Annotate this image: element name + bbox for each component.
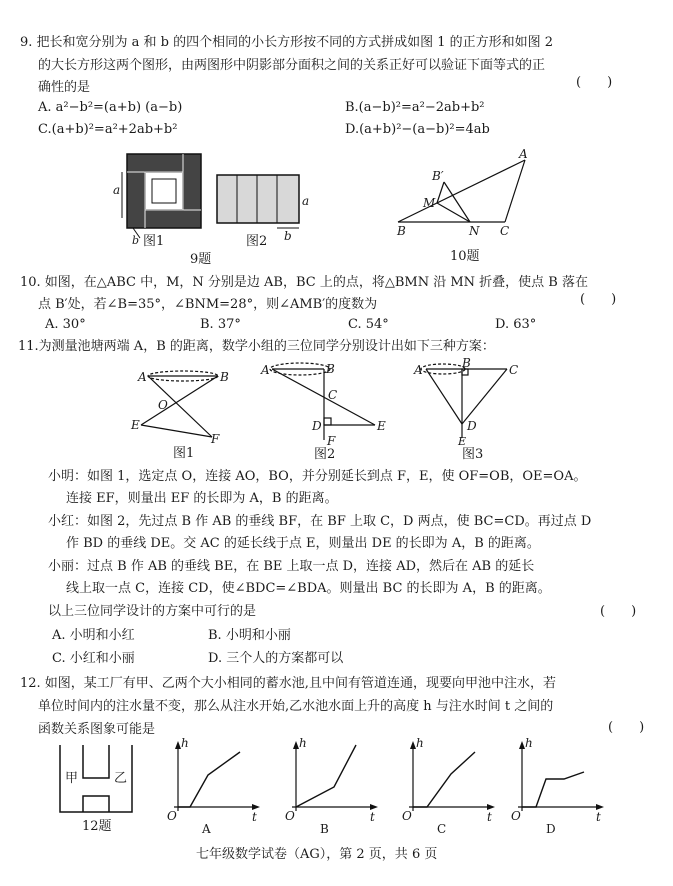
origin-label: O [167,809,177,823]
q10-label-c: C [500,224,510,238]
axis-label-t: t [252,810,257,824]
q11-answer-bracket: ( ) [600,604,637,619]
q11-f2-d: D [312,419,322,433]
origin-label: O [402,809,412,823]
q9-label-a1: a [113,183,121,197]
page-footer: 七年级数学试卷（AG），第 2 页，共 6 页 [196,847,438,862]
q11-f3-caption: 图3 [462,447,484,462]
q9-label-b: b [284,229,292,243]
graph-option-label: A [202,822,211,836]
q11-f2-c: C [328,388,338,402]
q11-f3-a: A [414,363,423,377]
graph-line [522,772,584,807]
q11-f2-caption: 图2 [314,447,336,462]
q11-f1-a: A [138,370,147,384]
q11-xiaoming-2: 连接 EF，则量出 EF 的长即为 A，B 的距离。 [66,491,338,506]
graph-option-label: D [546,822,556,836]
svg-text:b: b [132,234,140,247]
q9-fig2-caption: 图2 [246,234,268,249]
q10-label-m: M [423,196,436,210]
q10-label-b: B [397,224,406,238]
axis-label-t: t [596,810,601,824]
graph-line [296,745,356,807]
axis-label-h: h [525,736,533,750]
q11-f1-f: F [211,432,220,446]
q9-answer-bracket: ( ) [576,75,613,90]
q11-f3-e: E [458,435,467,448]
q9-option-a: A. a²−b²=(a+b) (a−b) [38,100,183,115]
q11-xiaoli-2: 线上取一点 C，连接 CD，使∠BDC=∠BDA。则量出 BC 的长即为 A，B 的距离。 [66,581,551,596]
q11-line-1: 11.为测量池塘两端 A，B 的距离，数学小组的三位同学分别设计出如下三种方案： [18,339,495,354]
q12-line-1: 12. 如图，某工厂有甲、乙两个大小相同的蓄水池,且中间有管道连通，现要向甲池中注水，若 [20,676,556,691]
q12-graph-option-4 [511,736,604,836]
q9-line-2: 的大长方形这两个图形，由两图形中阴影部分面积之间的关系正好可以验证下面等式的正 [38,58,546,73]
graph-option-label: C [437,822,447,836]
q11-option-d: D. 三个人的方案都可以 [208,651,344,666]
q9-line-1: 9. 把长和宽分别为 a 和 b 的四个相同的小长方形按不同的方式拼成如图 1 的正方形和如图 2 [20,35,554,50]
graph-line [178,752,240,807]
q9-line-3: 确性的是 [38,80,91,95]
q11-f2-b: B [326,362,335,376]
q12-answer-bracket: ( ) [608,720,645,735]
q9-fig1-caption: 图1 [143,234,165,249]
axis-label-t: t [370,810,375,824]
q10-option-c: C. 54° [348,317,389,332]
q10-label-b-prime: B′ [432,169,444,183]
q11-question: 以上三位同学设计的方案中可行的是 [48,604,257,619]
q9-label-a2: a [302,194,310,208]
q11-xiaoli-1: 小丽：过点 B 作 AB 的垂线 BE，在 BE 上取一点 D，连接 AD，然后在 AB 的延长 [48,559,535,574]
q12-graph-option-2 [285,736,378,836]
q11-f1-b: B [220,370,229,384]
q11-f1-e: E [131,418,140,432]
q11-f3-b: B [462,356,471,370]
q11-f1-o: O [158,398,168,412]
q10-caption: 10题 [450,249,480,264]
q11-option-c: C. 小红和小丽 [52,651,135,666]
q10-option-a: A. 30° [45,317,86,332]
q12-caption: 12题 [82,819,112,834]
graph-option-label: B [320,822,329,836]
q11-f2-f: F [327,434,336,448]
q11-option-b: B. 小明和小丽 [208,628,291,643]
q11-xiaoming-1: 小明：如图 1，选定点 O，连接 AO，BO，并分别延长到点 F，E，使 OF=OB，OE=OA。 [48,469,587,484]
origin-label: O [285,809,295,823]
axis-label-t: t [487,810,492,824]
q10-line-1: 10. 如图，在△ABC 中，M，N 分别是边 AB，BC 上的点，将△BMN 沿 MN 折叠，使点 B 落在 [20,275,588,290]
q9-option-d: D.(a+b)²−(a−b)²=4ab [345,122,490,137]
q10-answer-bracket: ( ) [580,292,617,307]
q12-line-3: 函数关系图象可能是 [38,722,156,737]
axis-label-h: h [181,736,189,750]
q9-option-b: B.(a−b)²=a²−2ab+b² [345,100,485,115]
q12-tank-jia: 甲 [65,771,79,786]
q11-xiaohong-1: 小红：如图 2，先过点 B 作 AB 的垂线 BF，在 BF 上取 C，D 两点，使 BC=CD。再过点 D [48,514,592,529]
q12-tank-yi: 乙 [114,771,128,786]
q12-line-2: 单位时间内的注水量不变，那么从注水开始,乙水池水面上升的高度 h 与注水时间 t 之间的 [38,699,554,714]
graph-line [413,752,475,807]
q10-label-a: A [519,147,528,161]
q11-f3-c: C [509,363,519,377]
q11-f2-a: A [261,363,270,377]
q12-graph-option-1 [167,736,260,836]
q10-label-n: N [469,224,480,238]
axis-label-h: h [416,736,424,750]
q11-xiaohong-2: 作 BD 的垂线 DE。交 AC 的延长线于点 E，则量出 DE 的长即为 A，B 的距离。 [66,536,540,551]
q10-line-2: 点 B′处，若∠B=35°，∠BNM=28°，则∠AMB′的度数为 [38,297,378,312]
origin-label: O [511,809,521,823]
axis-label-h: h [299,736,307,750]
q11-f1-caption: 图1 [173,446,195,461]
q9-caption: 9题 [190,252,212,267]
q12-graph-option-3 [402,736,495,836]
q11-option-a: A. 小明和小红 [52,628,135,643]
q11-f3-d: D [467,419,477,433]
q10-option-d: D. 63° [495,317,537,332]
q10-option-b: B. 37° [200,317,241,332]
q11-f2-e: E [377,419,386,433]
q9-option-c: C.(a+b)²=a²+2ab+b² [38,122,178,137]
